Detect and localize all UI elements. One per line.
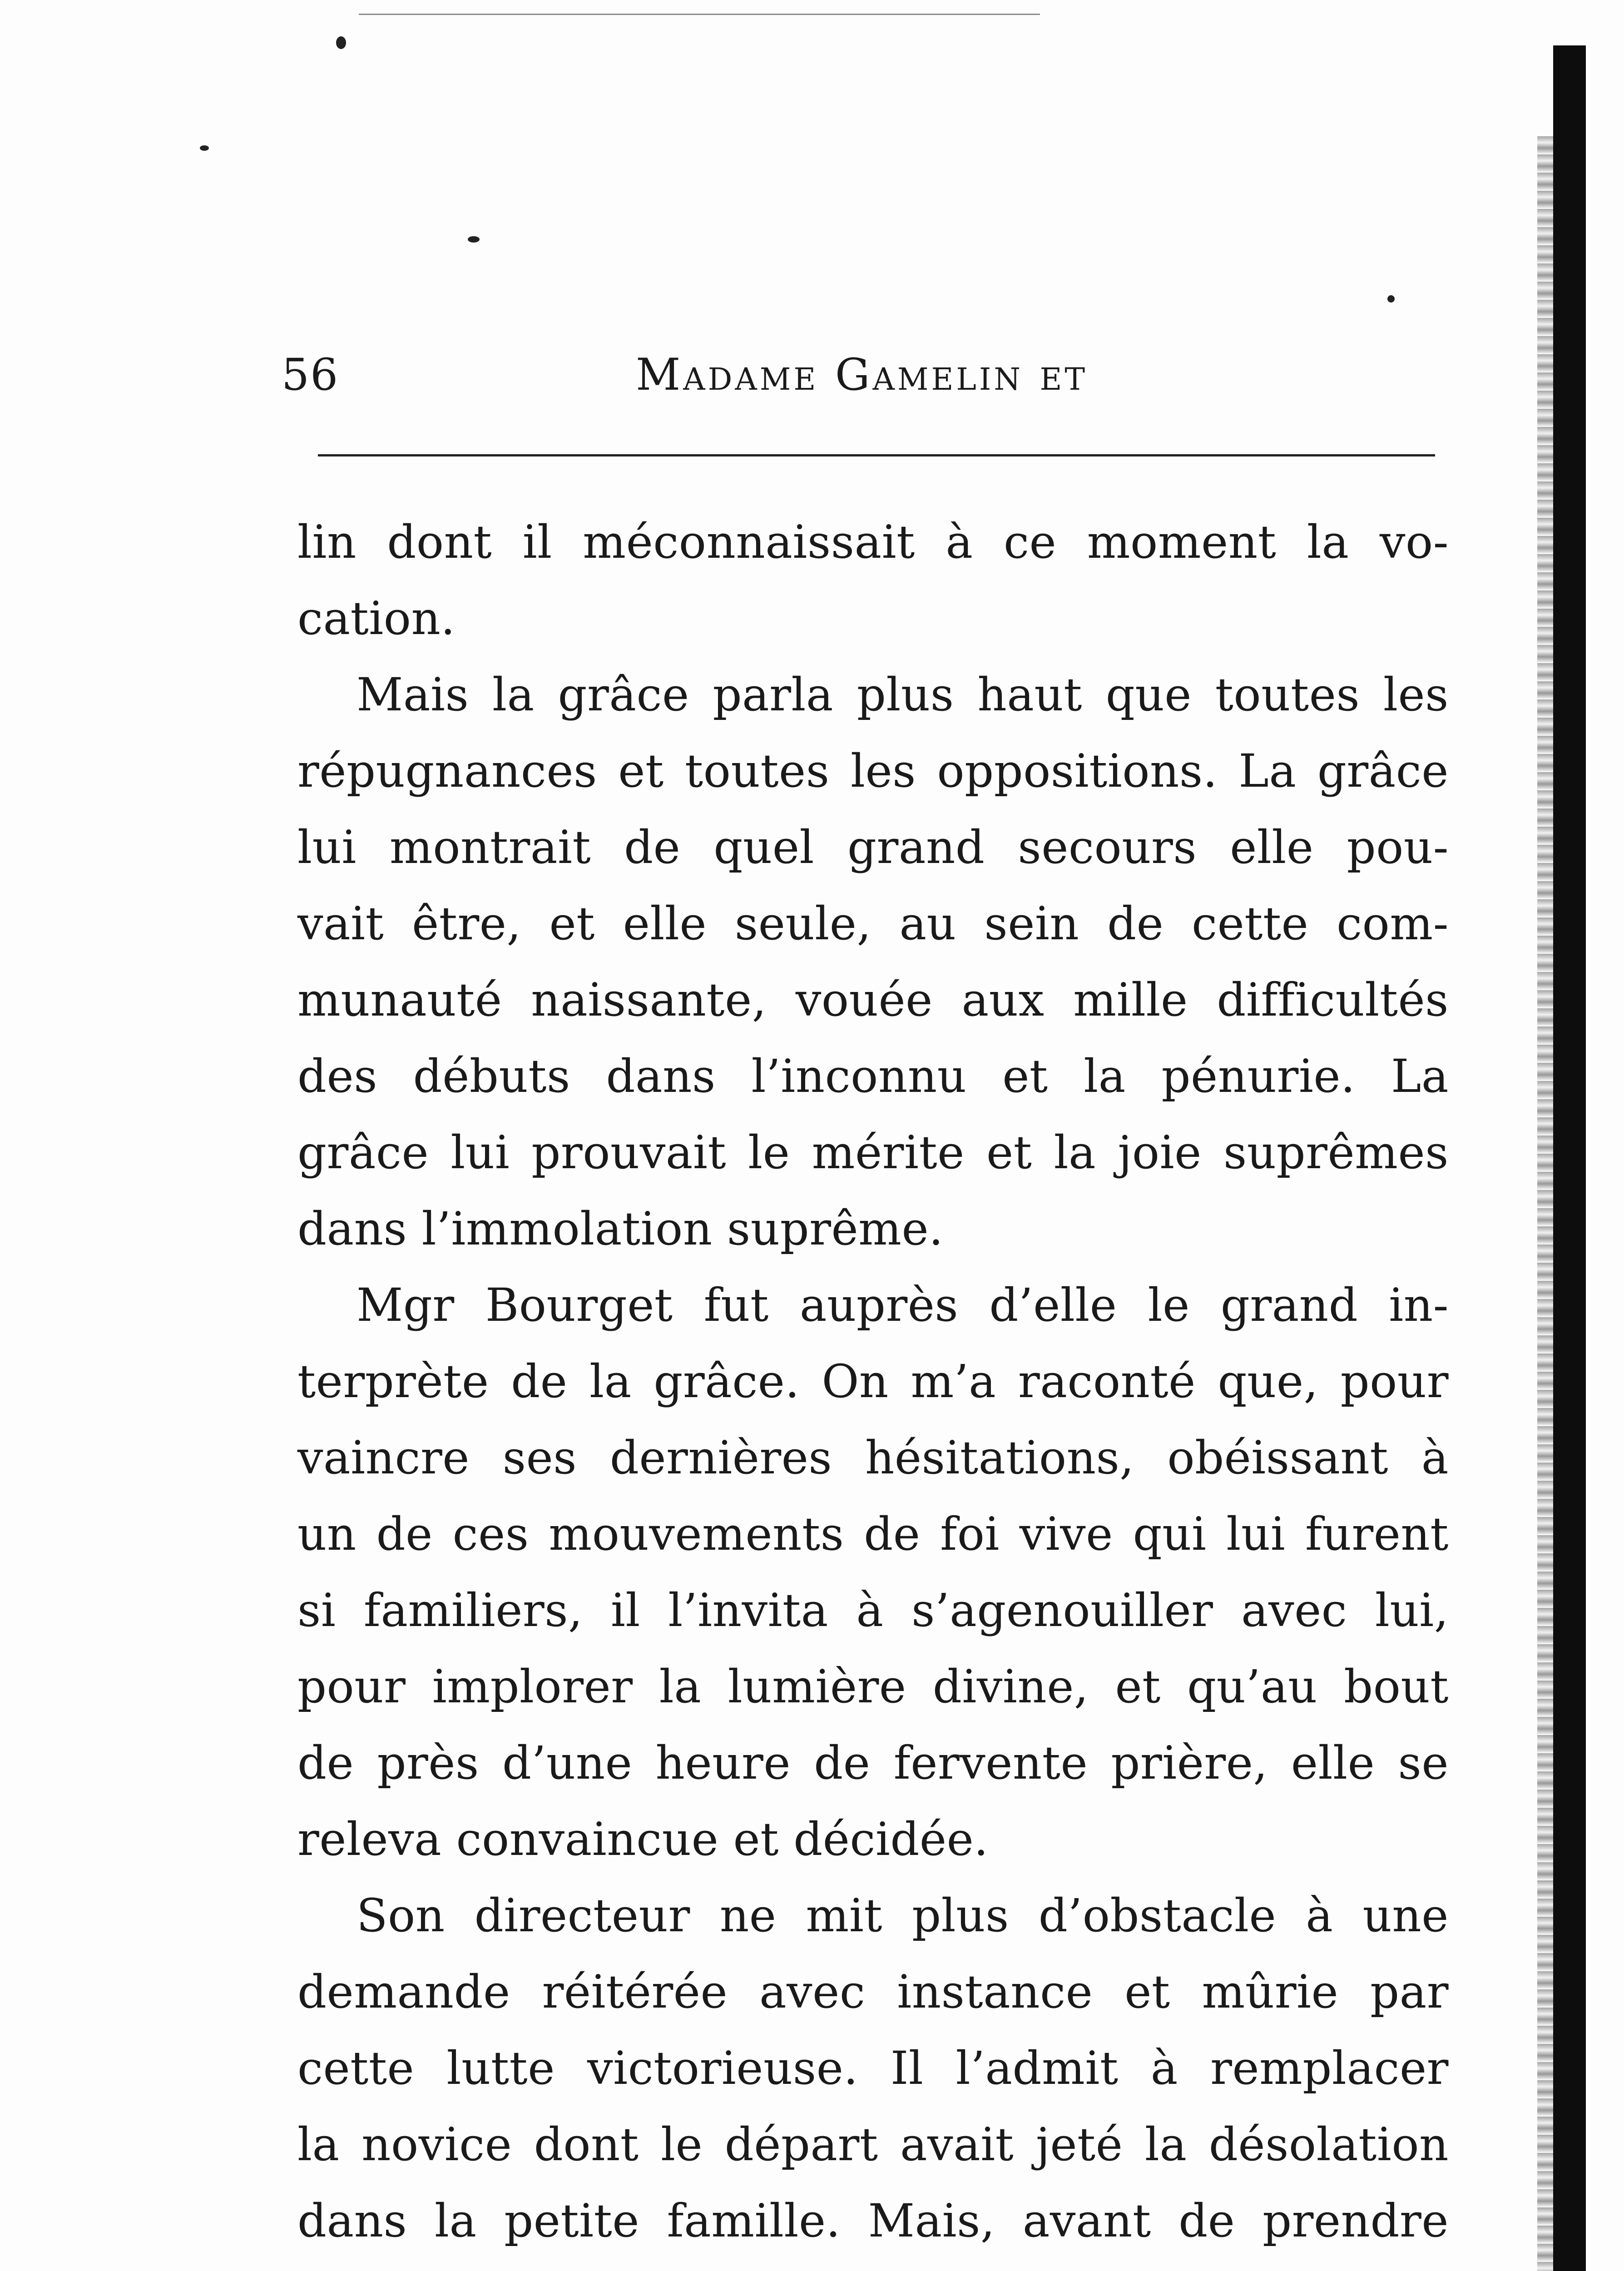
header-rule [318,454,1435,456]
text-line: si familiers, il l’invita à s’agenouiller avec lui, [297,1584,1449,1637]
body-text [297,504,1449,2271]
text-line: de près d’une heure de fervente prière, elle se [297,1736,1449,1790]
text-line: Mgr Bourget fut auprès d’elle le grand in- [356,1279,1449,1332]
page-number: 56 [282,349,339,400]
text-line: demande réitérée avec instance et mûrie par [297,1965,1449,2018]
text-line: pour implorer la lumière divine, et qu’au bout [297,1660,1449,1713]
text-line: cation. [297,592,456,645]
text-line: répugnances et toutes les oppositions. La grâce [297,744,1449,798]
text-line: lui montrait de quel grand secours elle pou- [297,821,1449,874]
top-rule [359,14,1040,15]
text-line: des débuts dans l’inconnu et la pénurie. La [297,1050,1449,1103]
binding-shadow [1537,136,1555,2271]
text-line: Son directeur ne mit plus d’obstacle à une [356,1889,1449,1942]
scan-speck [200,145,209,151]
text-line: Mais la grâce parla plus haut que toutes les [356,668,1449,721]
text-line: terprète de la grâce. On m’a raconté que, pour [297,1355,1449,1408]
text-line: cette lutte victorieuse. Il l’admit à remplacer [297,2042,1449,2095]
text-line: la novice dont le départ avait jeté la désolation [297,2118,1449,2171]
running-title: Madame Gamelin et [636,349,1088,400]
binding-edge [1553,45,1586,2271]
running-head [282,345,1203,404]
text-line: un de ces mouvements de foi vive qui lui furent [297,1507,1449,1561]
text-line: munauté naissante, vouée aux mille difficultés [297,973,1449,1026]
text-line: dans l’immolation suprême. [297,1202,944,1255]
text-line: dans la petite famille. Mais, avant de prendre [297,2194,1449,2247]
text-line: vait être, et elle seule, au sein de cette com- [297,897,1449,950]
scan-speck [1387,295,1395,302]
scan-speck [336,36,346,49]
text-line: vaincre ses dernières hésitations, obéissant à [297,1431,1449,1484]
text-line [297,2259,1449,2271]
text-line: lin dont il méconnaissait à ce moment la vo- [297,516,1449,569]
scan-speck [468,236,480,243]
text-line: releva convaincue et décidée. [297,1813,989,1866]
text-line: grâce lui prouvait le mérite et la joie suprêmes [297,1126,1449,1179]
